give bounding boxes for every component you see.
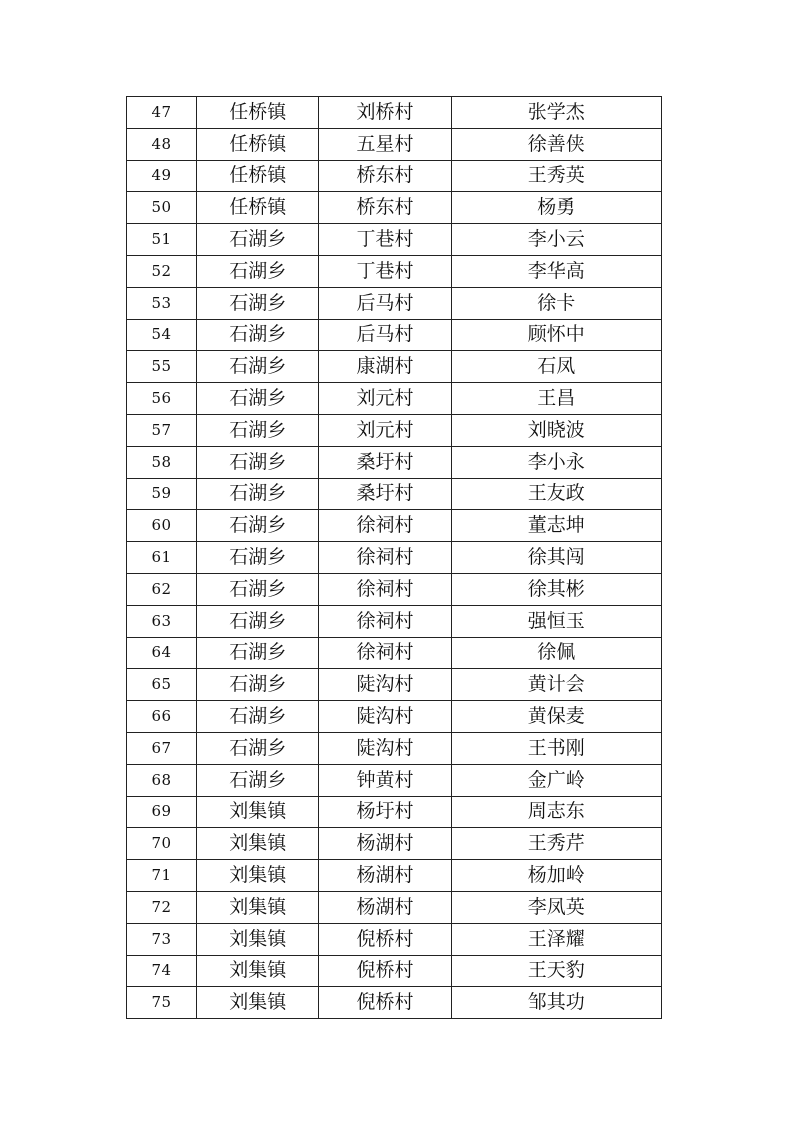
person-name-cell: 周志东: [451, 796, 661, 828]
table-row: [127, 224, 662, 256]
township-cell: 石湖乡: [197, 478, 319, 510]
person-name-cell: 邹其功: [451, 987, 661, 1019]
row-number-cell: 56: [127, 383, 197, 415]
village-cell: 陡沟村: [319, 669, 451, 701]
table-row: [127, 701, 662, 733]
table-row: [127, 383, 662, 415]
township-cell: 石湖乡: [197, 542, 319, 574]
table-row: [127, 796, 662, 828]
person-name-cell: 李小永: [451, 446, 661, 478]
row-number-cell: 75: [127, 987, 197, 1019]
row-number-cell: 67: [127, 732, 197, 764]
township-cell: 刘集镇: [197, 987, 319, 1019]
row-number-cell: 66: [127, 701, 197, 733]
row-number-cell: 61: [127, 542, 197, 574]
row-number-cell: 72: [127, 891, 197, 923]
township-cell: 刘集镇: [197, 891, 319, 923]
person-name-cell: 徐卡: [451, 287, 661, 319]
village-cell: 徐祠村: [319, 605, 451, 637]
person-name-cell: 杨勇: [451, 192, 661, 224]
person-name-cell: 徐善侠: [451, 128, 661, 160]
township-cell: 石湖乡: [197, 605, 319, 637]
township-cell: 石湖乡: [197, 764, 319, 796]
person-name-cell: 张学杰: [451, 97, 661, 129]
township-cell: 刘集镇: [197, 828, 319, 860]
village-cell: 杨湖村: [319, 828, 451, 860]
village-cell: 刘元村: [319, 414, 451, 446]
table-row: [127, 192, 662, 224]
person-name-cell: 王昌: [451, 383, 661, 415]
table-row: [127, 542, 662, 574]
person-name-cell: 刘晓波: [451, 414, 661, 446]
person-name-cell: 王天豹: [451, 955, 661, 987]
table-row: [127, 764, 662, 796]
person-name-cell: 金广岭: [451, 764, 661, 796]
township-cell: 石湖乡: [197, 224, 319, 256]
village-cell: 桑圩村: [319, 478, 451, 510]
row-number-cell: 74: [127, 955, 197, 987]
person-name-cell: 王友政: [451, 478, 661, 510]
person-name-cell: 王秀芹: [451, 828, 661, 860]
township-cell: 刘集镇: [197, 860, 319, 892]
township-cell: 石湖乡: [197, 255, 319, 287]
table-row: [127, 987, 662, 1019]
township-cell: 石湖乡: [197, 287, 319, 319]
row-number-cell: 52: [127, 255, 197, 287]
person-name-cell: 黄保麦: [451, 701, 661, 733]
township-cell: 石湖乡: [197, 701, 319, 733]
row-number-cell: 53: [127, 287, 197, 319]
table-row: [127, 637, 662, 669]
village-cell: 杨湖村: [319, 891, 451, 923]
person-name-cell: 王秀英: [451, 160, 661, 192]
table-row: [127, 319, 662, 351]
village-cell: 五星村: [319, 128, 451, 160]
table-row: [127, 573, 662, 605]
township-cell: 石湖乡: [197, 414, 319, 446]
village-cell: 倪桥村: [319, 923, 451, 955]
table-row: [127, 669, 662, 701]
township-cell: 石湖乡: [197, 573, 319, 605]
row-number-cell: 51: [127, 224, 197, 256]
table-row: [127, 255, 662, 287]
person-name-cell: 徐其彬: [451, 573, 661, 605]
row-number-cell: 62: [127, 573, 197, 605]
village-cell: 杨湖村: [319, 860, 451, 892]
row-number-cell: 63: [127, 605, 197, 637]
village-cell: 陡沟村: [319, 732, 451, 764]
village-cell: 丁巷村: [319, 224, 451, 256]
township-cell: 任桥镇: [197, 160, 319, 192]
village-cell: 刘桥村: [319, 97, 451, 129]
village-cell: 徐祠村: [319, 510, 451, 542]
table-row: [127, 605, 662, 637]
person-name-cell: 王书刚: [451, 732, 661, 764]
village-cell: 徐祠村: [319, 637, 451, 669]
row-number-cell: 54: [127, 319, 197, 351]
row-number-cell: 50: [127, 192, 197, 224]
table-row: [127, 828, 662, 860]
village-cell: 刘元村: [319, 383, 451, 415]
township-cell: 石湖乡: [197, 732, 319, 764]
township-cell: 任桥镇: [197, 192, 319, 224]
table-row: [127, 860, 662, 892]
table-row: [127, 160, 662, 192]
row-number-cell: 48: [127, 128, 197, 160]
row-number-cell: 70: [127, 828, 197, 860]
roster-table-body: [127, 97, 662, 1019]
table-row: [127, 955, 662, 987]
township-cell: 石湖乡: [197, 319, 319, 351]
village-cell: 徐祠村: [319, 573, 451, 605]
township-cell: 石湖乡: [197, 383, 319, 415]
township-cell: 石湖乡: [197, 446, 319, 478]
village-cell: 后马村: [319, 287, 451, 319]
table-row: [127, 510, 662, 542]
township-cell: 石湖乡: [197, 637, 319, 669]
township-cell: 石湖乡: [197, 669, 319, 701]
row-number-cell: 47: [127, 97, 197, 129]
row-number-cell: 69: [127, 796, 197, 828]
village-cell: 徐祠村: [319, 542, 451, 574]
township-cell: 刘集镇: [197, 955, 319, 987]
person-name-cell: 黄计会: [451, 669, 661, 701]
person-name-cell: 王泽耀: [451, 923, 661, 955]
table-row: [127, 446, 662, 478]
township-cell: 石湖乡: [197, 351, 319, 383]
table-row: [127, 891, 662, 923]
village-cell: 桑圩村: [319, 446, 451, 478]
village-cell: 桥东村: [319, 160, 451, 192]
table-row: [127, 923, 662, 955]
table-row: [127, 128, 662, 160]
village-cell: 倪桥村: [319, 955, 451, 987]
row-number-cell: 59: [127, 478, 197, 510]
row-number-cell: 64: [127, 637, 197, 669]
village-cell: 钟黄村: [319, 764, 451, 796]
row-number-cell: 49: [127, 160, 197, 192]
person-name-cell: 徐其闯: [451, 542, 661, 574]
township-cell: 刘集镇: [197, 923, 319, 955]
table-row: [127, 478, 662, 510]
village-cell: 丁巷村: [319, 255, 451, 287]
row-number-cell: 71: [127, 860, 197, 892]
village-cell: 陡沟村: [319, 701, 451, 733]
row-number-cell: 65: [127, 669, 197, 701]
person-name-cell: 杨加岭: [451, 860, 661, 892]
person-name-cell: 徐佩: [451, 637, 661, 669]
township-cell: 石湖乡: [197, 510, 319, 542]
person-name-cell: 董志坤: [451, 510, 661, 542]
village-cell: 杨圩村: [319, 796, 451, 828]
table-row: [127, 732, 662, 764]
person-name-cell: 李凤英: [451, 891, 661, 923]
township-cell: 任桥镇: [197, 97, 319, 129]
village-cell: 倪桥村: [319, 987, 451, 1019]
village-cell: 康湖村: [319, 351, 451, 383]
person-name-cell: 石凤: [451, 351, 661, 383]
row-number-cell: 73: [127, 923, 197, 955]
person-name-cell: 李华高: [451, 255, 661, 287]
table-row: [127, 287, 662, 319]
row-number-cell: 58: [127, 446, 197, 478]
village-cell: 后马村: [319, 319, 451, 351]
township-cell: 刘集镇: [197, 796, 319, 828]
row-number-cell: 68: [127, 764, 197, 796]
row-number-cell: 57: [127, 414, 197, 446]
township-cell: 任桥镇: [197, 128, 319, 160]
village-cell: 桥东村: [319, 192, 451, 224]
row-number-cell: 55: [127, 351, 197, 383]
table-row: [127, 414, 662, 446]
person-name-cell: 强恒玉: [451, 605, 661, 637]
person-name-cell: 顾怀中: [451, 319, 661, 351]
table-row: [127, 97, 662, 129]
row-number-cell: 60: [127, 510, 197, 542]
person-name-cell: 李小云: [451, 224, 661, 256]
roster-table: [126, 96, 662, 1019]
table-row: [127, 351, 662, 383]
